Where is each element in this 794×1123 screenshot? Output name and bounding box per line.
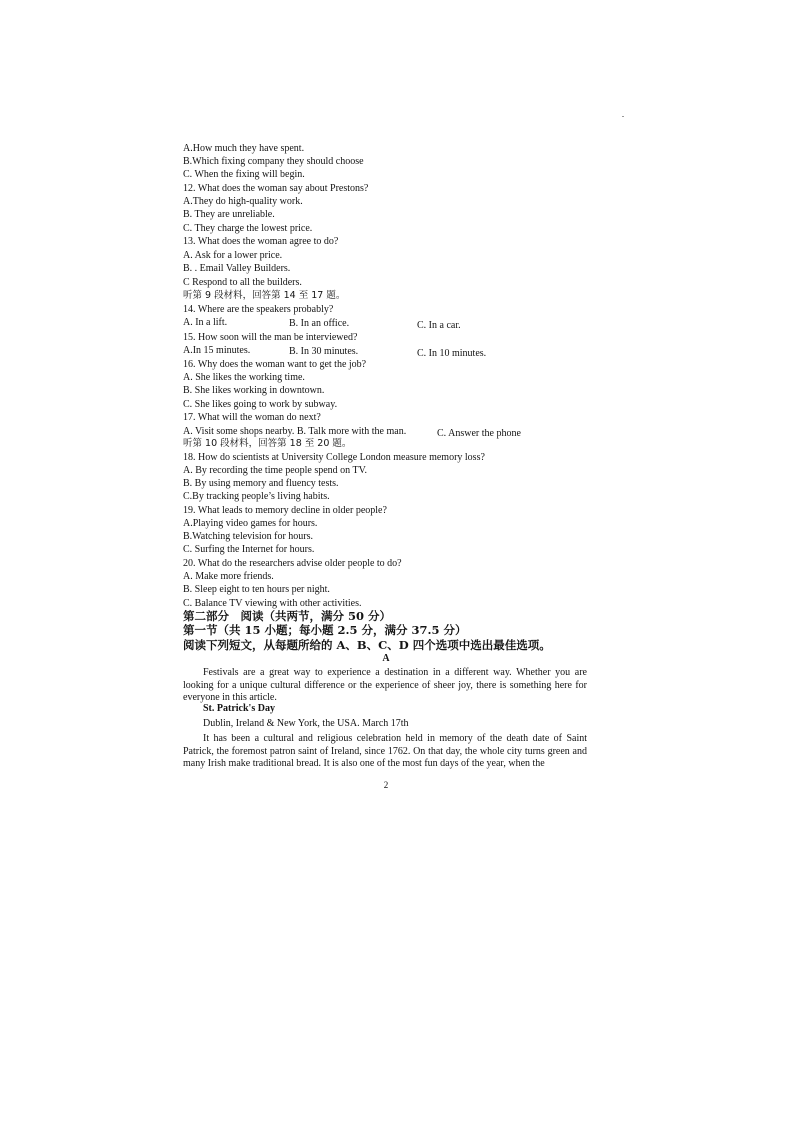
- q17-option-ab: A. Visit some shops nearby. B. Talk more with the man.: [183, 426, 407, 437]
- passage-intro-paragraph: [183, 667, 587, 705]
- q13-option-c: C Respond to all the builders.: [183, 277, 302, 288]
- section-10-instruction: 听第 10 段材料，回答第 18 至 20 题。: [183, 438, 352, 449]
- passage-letter: A: [382, 653, 390, 664]
- q12-stem: 12. What does the woman say about Prestons?: [183, 183, 369, 194]
- q12-option-c: C. They charge the lowest price.: [183, 223, 313, 234]
- q15-option-c: C. In 10 minutes.: [417, 348, 487, 359]
- q14-option-c: C. In a car.: [417, 320, 461, 331]
- q17-option-c: C. Answer the phone: [437, 428, 521, 439]
- q16-option-a: A. She likes the working time.: [183, 372, 305, 383]
- q18-option-b: B. By using memory and fluency tests.: [183, 478, 339, 489]
- q16-option-b: B. She likes working in downtown.: [183, 385, 325, 396]
- q18-option-a: A. By recording the time people spend on TV.: [183, 465, 368, 476]
- reading-instruction: 阅读下列短文，从每题所给的 A、B、C、D 四个选项中选出最佳选项。: [183, 638, 551, 652]
- q13-stem: 13. What does the woman agree to do?: [183, 236, 339, 247]
- q18-option-c: C.By tracking people’s living habits.: [183, 491, 330, 502]
- q15-option-b: B. In 30 minutes.: [289, 346, 359, 357]
- q20-option-b: B. Sleep eight to ten hours per night.: [183, 584, 330, 595]
- festival-paragraph: [183, 733, 587, 771]
- passage-intro-text: Festivals are a great way to experience a destination in a different way. Whether you are looking for a unique cultural difference or the experience of sheer joy, there is something here for everyone in this article.: [183, 667, 587, 703]
- scan-speck: [622, 116, 624, 117]
- q11-option-c: C. When the fixing will begin.: [183, 169, 305, 180]
- q20-option-c: C. Balance TV viewing with other activities.: [183, 598, 362, 609]
- q19-option-c: C. Surfing the Internet for hours.: [183, 544, 315, 555]
- q15-stem: 15. How soon will the man be interviewed?: [183, 332, 358, 343]
- section-part-two-heading: 第二部分 阅读（共两节，满分 50 分）: [183, 609, 392, 623]
- page-number: 2: [383, 780, 389, 790]
- q13-option-a: A. Ask for a lower price.: [183, 250, 283, 261]
- festival-title: St. Patrick's Day: [203, 703, 275, 714]
- q14-option-b: B. In an office.: [289, 318, 350, 329]
- q12-option-a: A.They do high-quality work.: [183, 196, 303, 207]
- section-9-instruction: 听第 9 段材料，回答第 14 至 17 题。: [183, 290, 346, 301]
- q13-option-b: B. . Email Valley Builders.: [183, 263, 291, 274]
- q15-option-a: A.In 15 minutes.: [183, 345, 251, 356]
- q19-option-b: B.Watching television for hours.: [183, 531, 314, 542]
- q16-option-c: C. She likes going to work by subway.: [183, 399, 338, 410]
- q19-option-a: A.Playing video games for hours.: [183, 518, 318, 529]
- q17-stem: 17. What will the woman do next?: [183, 412, 321, 423]
- q19-stem: 19. What leads to memory decline in older people?: [183, 505, 387, 516]
- q18-stem: 18. How do scientists at University College London measure memory loss?: [183, 452, 485, 463]
- q20-option-a: A. Make more friends.: [183, 571, 274, 582]
- q20-stem: 20. What do the researchers advise older people to do?: [183, 558, 402, 569]
- q14-option-a: A. In a lift.: [183, 317, 228, 328]
- q11-option-b: B.Which fixing company they should choose: [183, 156, 364, 167]
- q16-stem: 16. Why does the woman want to get the job?: [183, 359, 367, 370]
- festival-location-date: Dublin, Ireland & New York, the USA. March 17th: [203, 718, 409, 729]
- section-one-heading: 第一节（共 15 小题；每小题 2.5 分，满分 37.5 分）: [183, 623, 467, 637]
- q12-option-b: B. They are unreliable.: [183, 209, 275, 220]
- q14-stem: 14. Where are the speakers probably?: [183, 304, 334, 315]
- q11-option-a: A.How much they have spent.: [183, 143, 305, 154]
- festival-paragraph-text: It has been a cultural and religious celebration held in memory of the death date of Saint Patrick, the foremost patron saint of Ireland, since 1762. On that day, the whole city turns green and many Irish make traditional bread. It is also one of the most fun days of the year, when the: [183, 733, 587, 769]
